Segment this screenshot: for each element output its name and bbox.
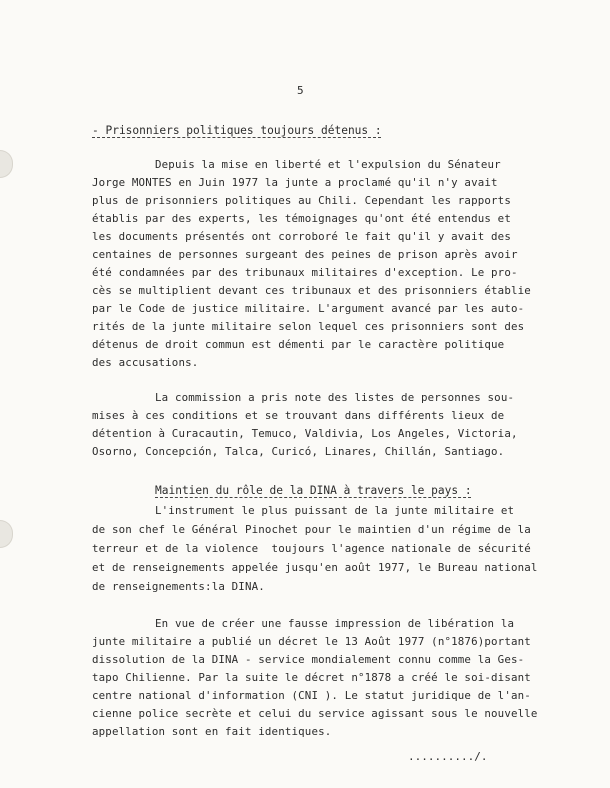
- text-line: les documents présentés ont corroboré le fait qu'il y avait des: [92, 230, 511, 243]
- text-line: de son chef le Général Pinochet pour le maintien d'un régime de la: [92, 523, 531, 536]
- text-line: La commission a pris note des listes de personnes sou-: [155, 391, 515, 404]
- punch-hole: [0, 520, 13, 548]
- text-line: L'instrument le plus puissant de la junte militaire et: [155, 504, 515, 517]
- text-line: et de renseignements appelée jusqu'en août 1977, le Bureau national: [92, 561, 538, 574]
- continuation-mark: ........../.: [408, 750, 488, 763]
- page-number: 5: [297, 84, 304, 97]
- section-heading-dina: Maintien du rôle de la DINA à travers le pays :: [155, 484, 472, 497]
- text-line: dissolution de la DINA - service mondialement connu comme la Ges-: [92, 653, 525, 666]
- text-line: Osorno, Concepción, Talca, Curicó, Linares, Chillán, Santiago.: [92, 445, 505, 458]
- text-line: détention à Curacautin, Temuco, Valdivia, Los Angeles, Victoria,: [92, 427, 518, 440]
- text-line: Jorge MONTES en Juin 1977 la junte a proclamé qu'il n'y avait: [92, 176, 498, 189]
- text-line: junte militaire a publié un décret le 13 Août 1977 (n°1876)portant: [92, 635, 531, 648]
- text-line: détenus de droit commun est démenti par le caractère politique: [92, 338, 505, 351]
- text-line: En vue de créer une fausse impression de libération la: [155, 617, 515, 630]
- text-line: appellation sont en fait identiques.: [92, 725, 332, 738]
- text-line: rités de la junte militaire selon lequel ces prisonniers sont des: [92, 320, 525, 333]
- text-line: tapo Chilienne. Par la suite le décret n°1878 a créé le soi-disant: [92, 671, 531, 684]
- section-heading-political-prisoners: - Prisonniers politiques toujours détenus :: [92, 124, 382, 137]
- text-line: centre national d'information (CNI ). Le statut juridique de l'an-: [92, 689, 531, 702]
- text-line: établis par des experts, les témoignages qu'ont été entendus et: [92, 212, 511, 225]
- text-line: des accusations.: [92, 356, 199, 369]
- text-line: de renseignements:la DINA.: [92, 580, 265, 593]
- text-line: été condamnées par des tribunaux militaires d'exception. Le pro-: [92, 266, 518, 279]
- punch-hole: [0, 150, 13, 178]
- text-line: cès se multiplient devant ces tribunaux et des prisonniers établie: [92, 284, 531, 297]
- text-line: terreur et de la violence toujours l'agence nationale de sécurité: [92, 542, 531, 555]
- text-line: cienne police secrète et celui du service agissant sous le nouvelle: [92, 707, 538, 720]
- text-line: plus de prisonniers politiques au Chili. Cependant les rapports: [92, 194, 511, 207]
- text-line: par le Code de justice militaire. L'argument avancé par les auto-: [92, 302, 525, 315]
- text-line: centaines de personnes surgeant des peines de prison après avoir: [92, 248, 518, 261]
- text-line: mises à ces conditions et se trouvant dans différents lieux de: [92, 409, 505, 422]
- text-line: Depuis la mise en liberté et l'expulsion du Sénateur: [155, 158, 501, 171]
